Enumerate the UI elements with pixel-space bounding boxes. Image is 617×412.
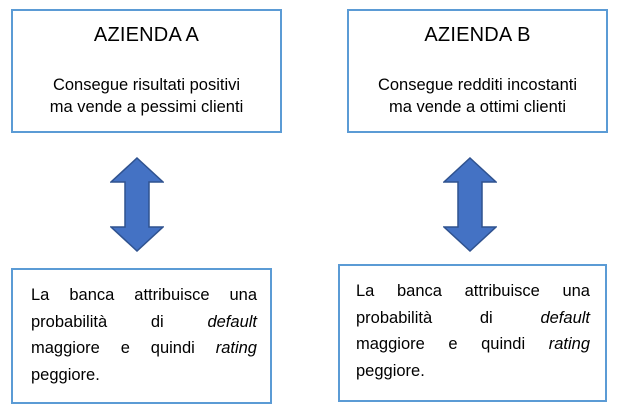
company-a-line-2: ma vende a pessimi clienti — [49, 98, 244, 116]
bank-verdict-a-box — [11, 268, 272, 404]
bank-verdict-b-box — [338, 264, 607, 402]
company-b-box — [347, 9, 608, 133]
company-b-line-1: Consegue redditi incostanti — [377, 76, 578, 94]
double-arrow-left-icon — [110, 157, 164, 252]
double-arrow-right-icon — [443, 157, 497, 252]
company-a-title: AZIENDA A — [93, 24, 200, 46]
company-b-line-2: ma vende a ottimi clienti — [389, 98, 566, 116]
company-b-title: AZIENDA B — [424, 24, 531, 46]
bank-verdict-b-text: La banca attribuisce una probabilità di default maggiore e quindi rating peggiore. — [356, 282, 590, 380]
company-a-box — [11, 9, 282, 133]
company-a-line-1: Consegue risultati positivi — [52, 76, 241, 94]
bank-verdict-a-text: La banca attribuisce una probabilità di default maggiore e quindi rating peggiore. — [31, 286, 258, 384]
